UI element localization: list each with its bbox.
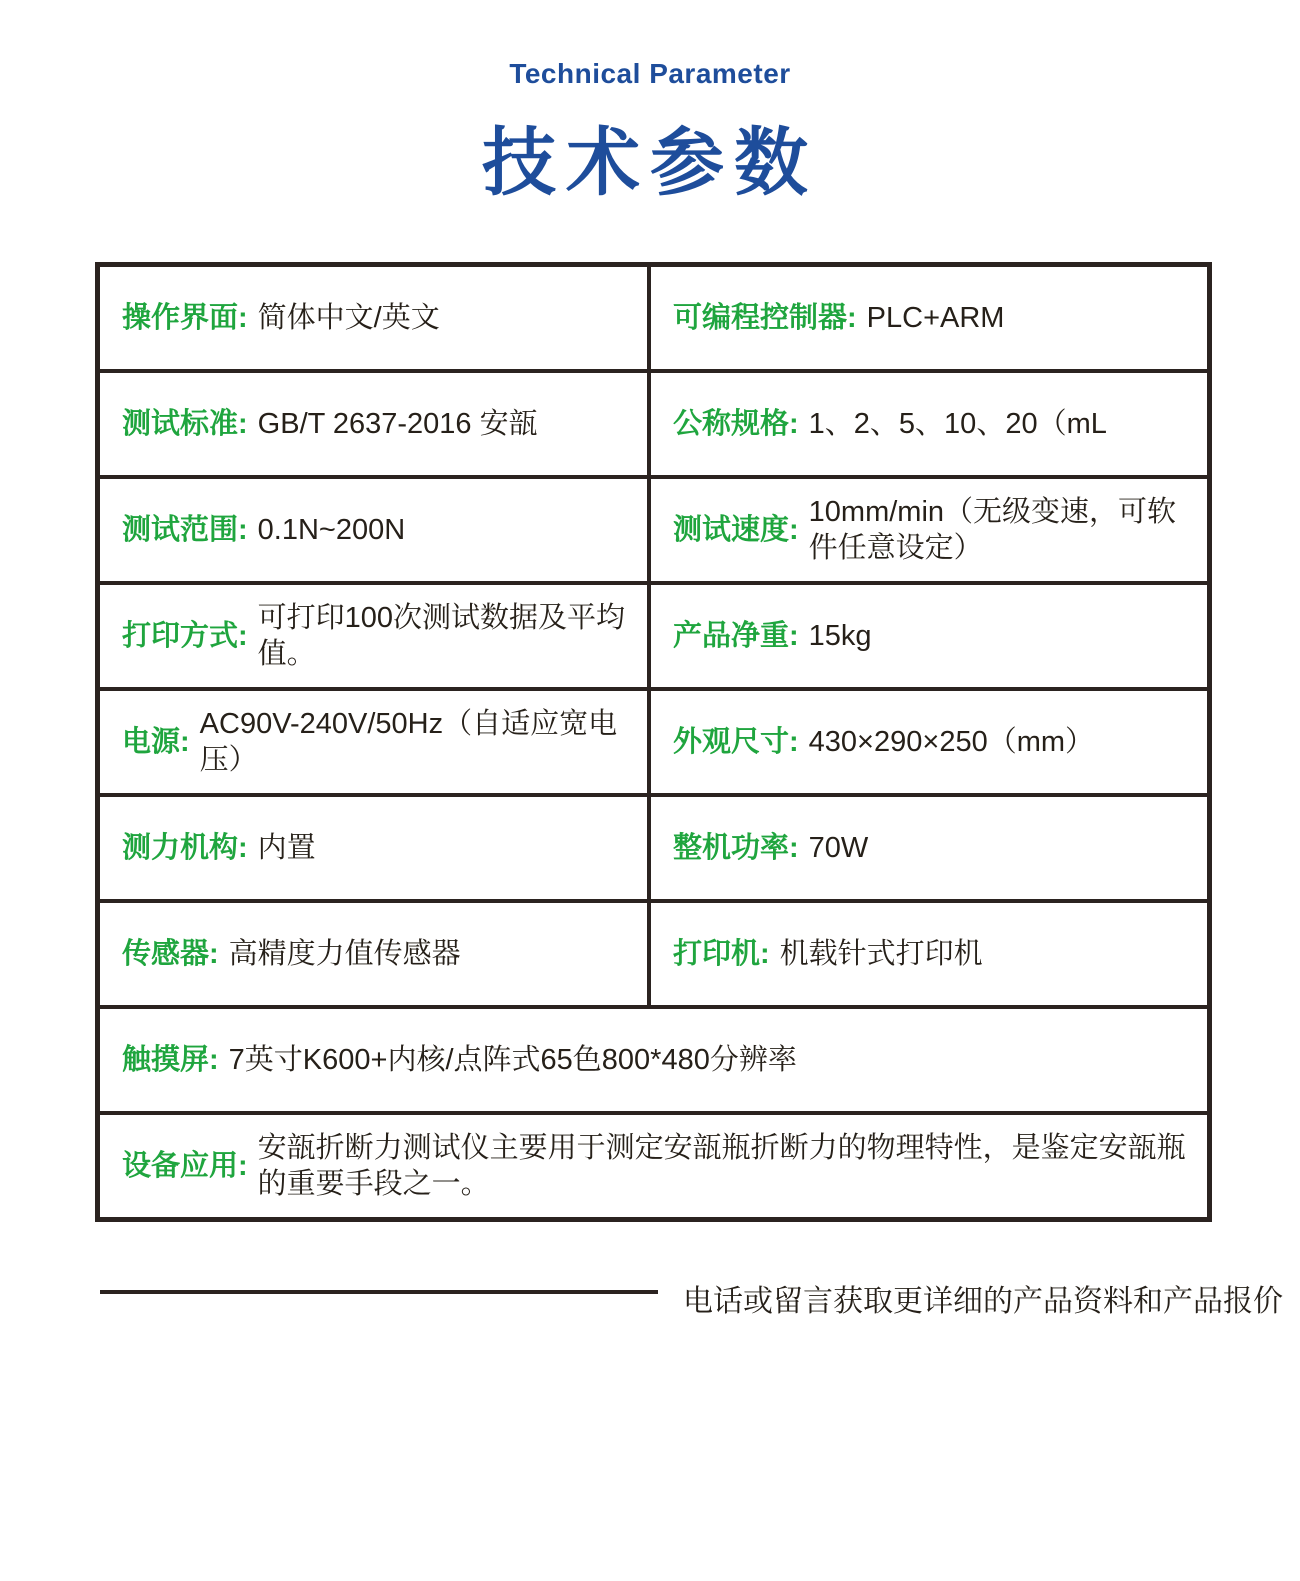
cell-dimensions: [651, 691, 1207, 793]
table-row: [100, 899, 1207, 1005]
cell-net-weight: [651, 585, 1207, 687]
table-row: [100, 267, 1207, 369]
footer-note: 电话或留言获取更详细的产品资料和产品报价: [683, 1285, 1283, 1318]
cell-printer: [651, 903, 1207, 1005]
page-header: [0, 58, 1300, 210]
table-row: [100, 369, 1207, 475]
table-row: [100, 687, 1207, 793]
cell-sensor: [100, 903, 651, 1005]
cell-value: 0.1N~200N: [257, 513, 406, 546]
cell-label: 整机功率:: [673, 831, 799, 864]
cell-force-mechanism: [100, 797, 651, 899]
cell-label: 电源:: [122, 725, 190, 758]
cell-power-supply: [100, 691, 651, 793]
cell-operation-interface: [100, 267, 651, 369]
cell-programmable-controller: [651, 267, 1207, 369]
table-row: [100, 1111, 1207, 1217]
cell-value: 10mm/min（无级变速，可软件任意设定）: [808, 495, 1177, 564]
page-title: 技术参数: [482, 121, 818, 204]
cell-label: 可编程控制器:: [673, 301, 857, 334]
cell-label: 打印机:: [673, 937, 770, 970]
table-row: [100, 1005, 1207, 1111]
cell-test-speed: [651, 479, 1207, 581]
cell-value: 机载针式打印机: [779, 937, 983, 970]
cell-label: 设备应用:: [122, 1149, 248, 1182]
cell-total-power: [651, 797, 1207, 899]
cell-value: 简体中文/英文: [257, 301, 440, 334]
cell-test-range: [100, 479, 651, 581]
cell-test-standard: [100, 373, 651, 475]
cell-value: 70W: [808, 831, 869, 864]
cell-value: 可打印100次测试数据及平均值。: [257, 601, 626, 670]
cell-label: 测力机构:: [122, 831, 248, 864]
table-row: [100, 793, 1207, 899]
cell-value: 内置: [257, 831, 316, 864]
cell-value: 1、2、5、10、20（mL: [808, 407, 1107, 440]
cell-label: 公称规格:: [673, 407, 799, 440]
cell-value: AC90V-240V/50Hz（自适应宽电压）: [199, 707, 618, 776]
cell-label: 测试速度:: [673, 513, 799, 546]
cell-label: 触摸屏:: [122, 1043, 219, 1076]
cell-label: 操作界面:: [122, 301, 248, 334]
cell-label: 外观尺寸:: [673, 725, 799, 758]
cell-value: GB/T 2637-2016 安瓿: [257, 407, 538, 440]
cell-value: 7英寸K600+内核/点阵式65色800*480分辨率: [228, 1043, 797, 1076]
cell-print-mode: [100, 585, 651, 687]
spec-table: [95, 262, 1212, 1222]
cell-label: 测试范围:: [122, 513, 248, 546]
cell-value: 15kg: [808, 619, 872, 652]
cell-label: 产品净重:: [673, 619, 799, 652]
cell-value: 高精度力值传感器: [228, 937, 461, 970]
cell-label: 传感器:: [122, 937, 219, 970]
cell-touch-screen: [100, 1009, 1207, 1111]
page-footer: [0, 1262, 1300, 1322]
footer-divider-line: [100, 1290, 658, 1294]
cell-value: PLC+ARM: [866, 301, 1005, 334]
table-row: [100, 581, 1207, 687]
header-subtitle-en: Technical Parameter: [509, 58, 791, 89]
cell-label: 打印方式:: [122, 619, 248, 652]
cell-nominal-spec: [651, 373, 1207, 475]
cell-value: 430×290×250（mm）: [808, 725, 1095, 758]
table-row: [100, 475, 1207, 581]
cell-label: 测试标准:: [122, 407, 248, 440]
cell-value: 安瓿折断力测试仪主要用于测定安瓿瓶折断力的物理特性，是鉴定安瓿瓶的重要手段之一。: [257, 1131, 1186, 1200]
cell-equipment-application: [100, 1115, 1207, 1217]
